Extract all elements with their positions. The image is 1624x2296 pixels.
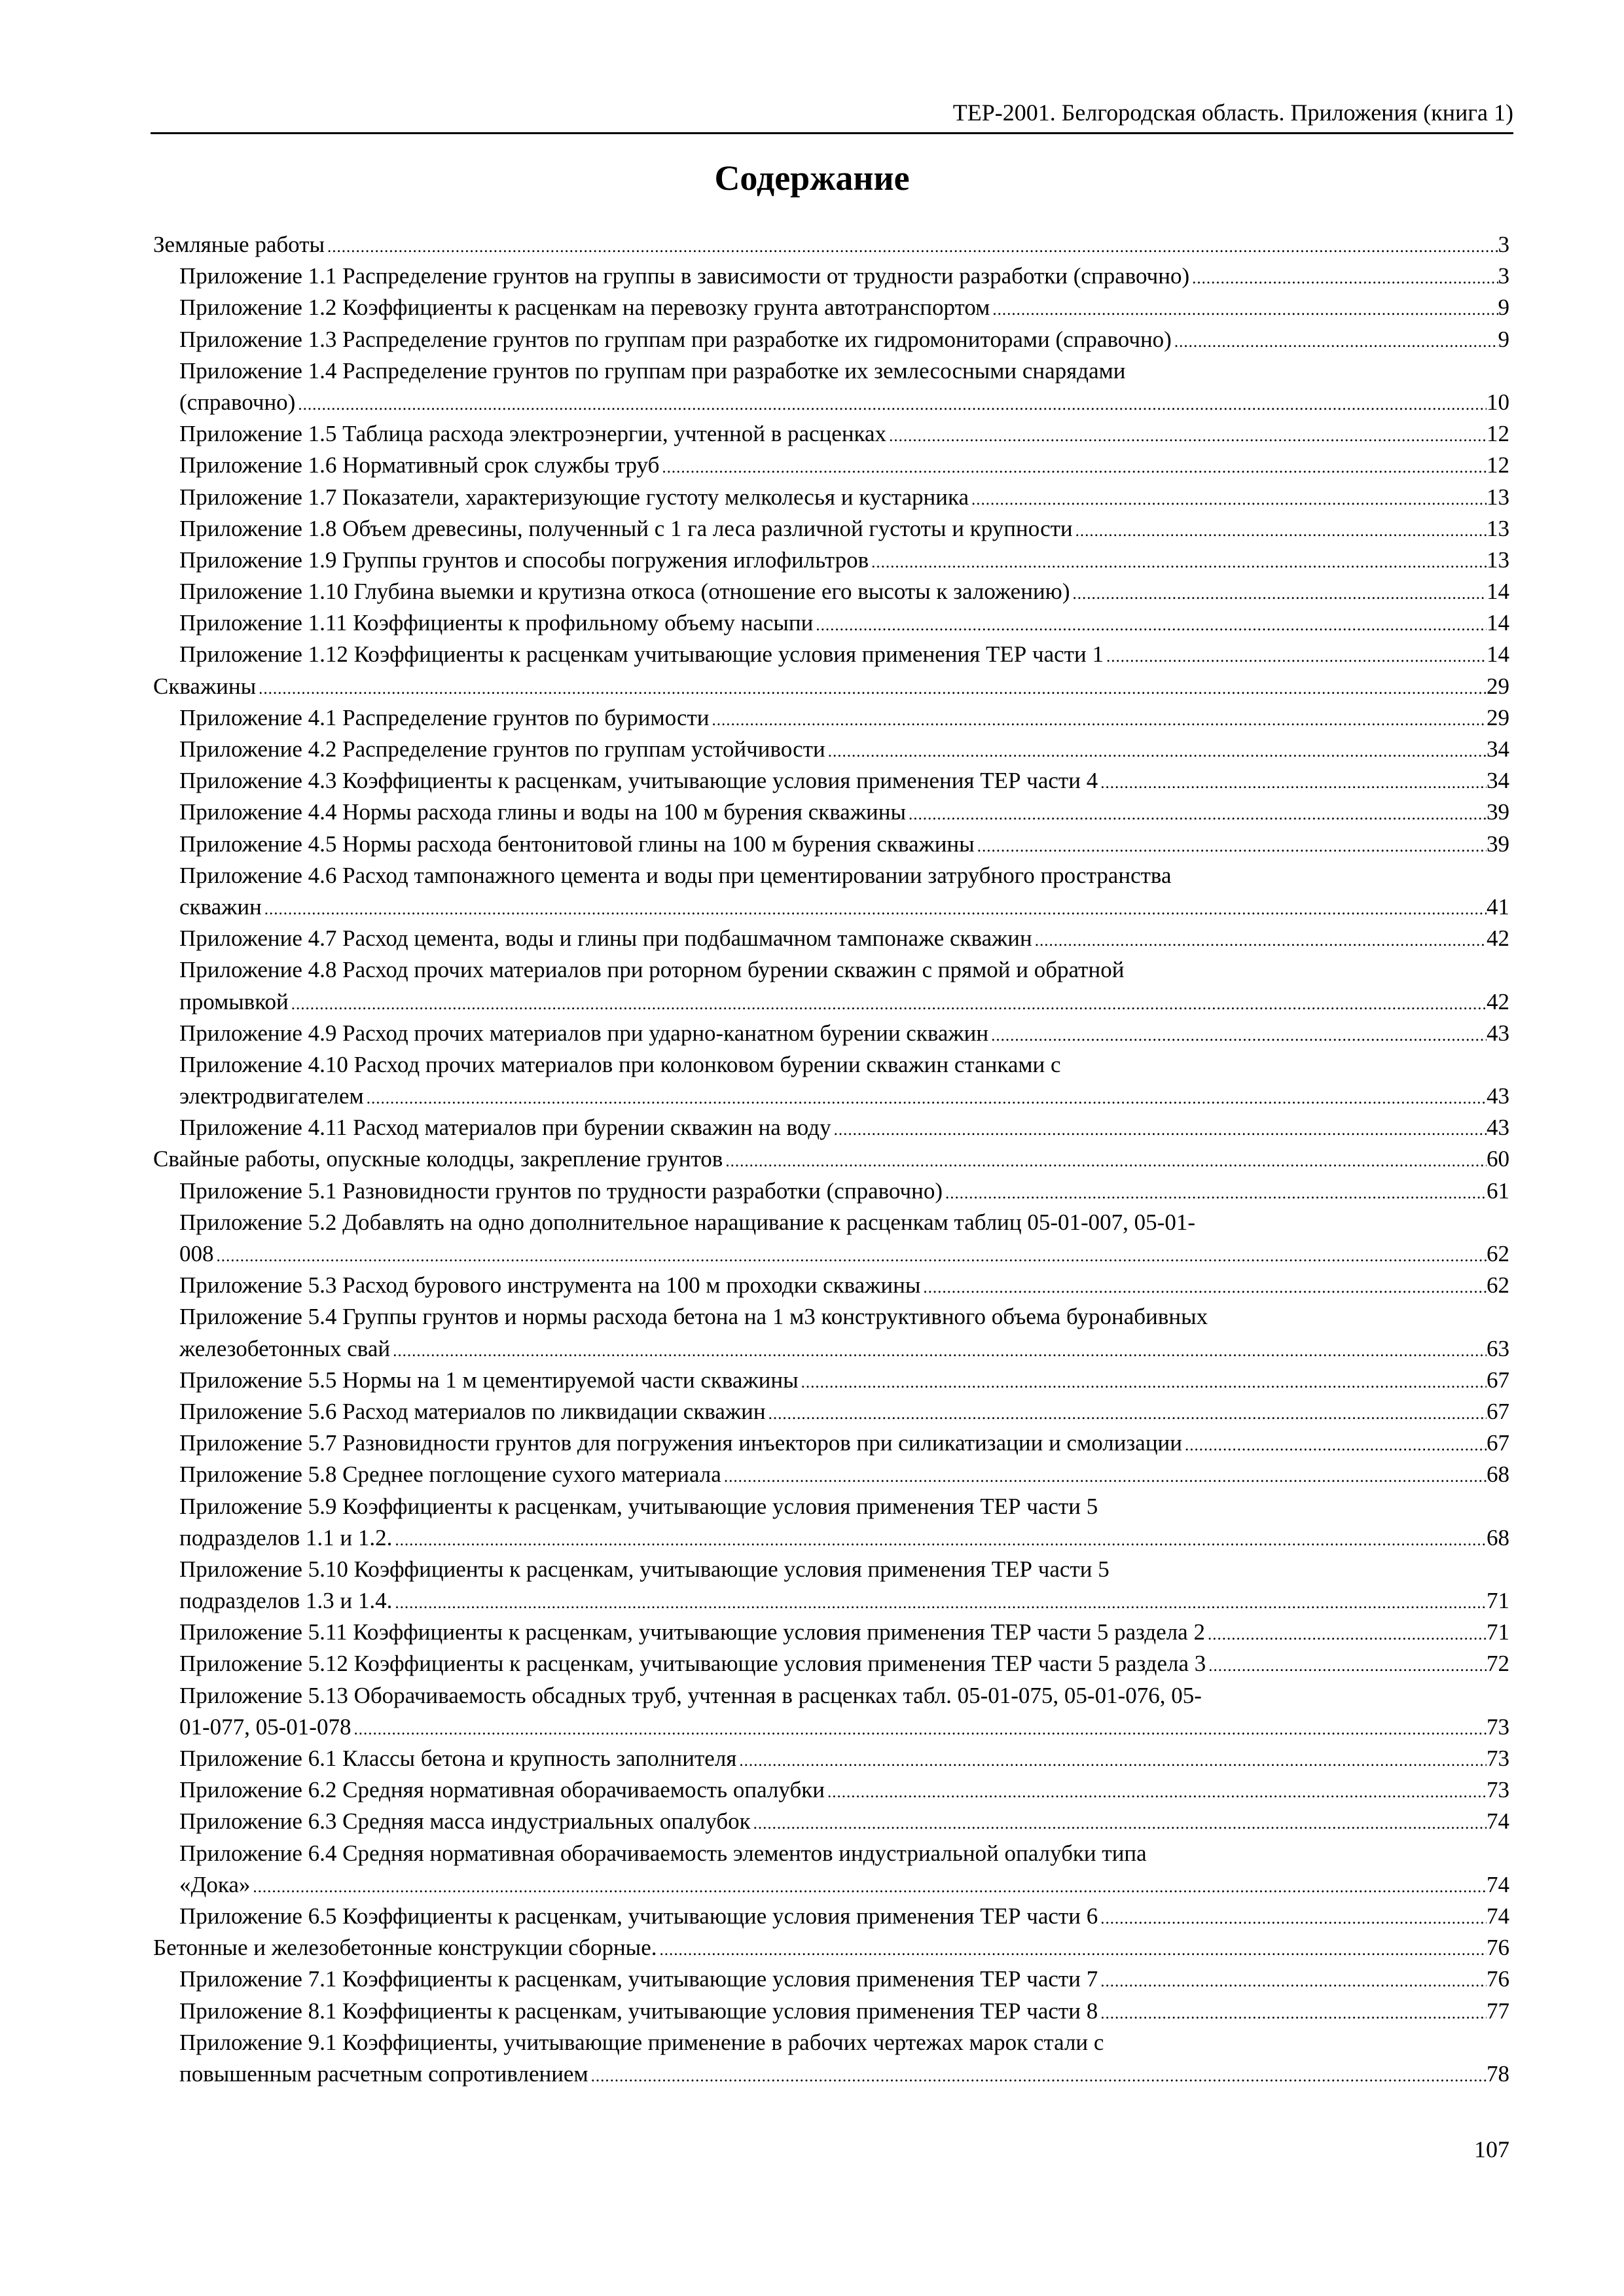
dot-leader	[766, 1399, 1487, 1427]
toc-page-number: 3	[1498, 232, 1509, 257]
toc-entry-line	[179, 1522, 1509, 1554]
toc-entry-title: Приложение 5.1 Разновидности грунтов по трудности разработки (справочно)	[179, 1177, 943, 1204]
dot-leader	[943, 1178, 1487, 1207]
toc-page-number: 13	[1487, 515, 1509, 541]
toc-page-number: 39	[1487, 799, 1509, 825]
dot-leader	[1098, 1998, 1487, 2027]
toc-page-number: 73	[1487, 1746, 1509, 1771]
toc-appendix-entry[interactable]	[153, 765, 1509, 797]
toc-entry-line	[179, 1743, 1509, 1774]
toc-entry-title: подразделов 1.1 и 1.2.	[179, 1524, 393, 1551]
toc-entry-line	[179, 734, 1509, 765]
toc-entry-line	[179, 2027, 1509, 2058]
toc-entry-title: Приложение 5.9 Коэффициенты к расценкам, учитывающие условия применения ТЕР части 5	[179, 1493, 1098, 1519]
toc-appendix-entry[interactable]	[153, 2027, 1509, 2090]
toc-appendix-entry[interactable]	[153, 1459, 1509, 1490]
toc-page-number: 34	[1487, 768, 1509, 794]
toc-page-number: 78	[1487, 2060, 1509, 2087]
toc-entry-title: Приложение 6.1 Классы бетона и крупность заполнителя	[179, 1746, 737, 1771]
page-number: 107	[1474, 2136, 1509, 2162]
toc-entry-title: Приложение 5.8 Среднее поглощение сухого материала	[179, 1462, 721, 1488]
toc-entry-line	[153, 229, 1509, 260]
toc-entry-line	[179, 2058, 1509, 2090]
toc-page-number: 39	[1487, 831, 1509, 857]
toc-appendix-entry[interactable]	[153, 1743, 1509, 1774]
dot-leader	[988, 1020, 1487, 1049]
toc-entry-title: подразделов 1.3 и 1.4.	[179, 1588, 393, 1614]
toc-page-number: 10	[1487, 389, 1509, 415]
toc-entry-title: Скважины	[153, 673, 257, 699]
toc-appendix-entry[interactable]	[153, 1806, 1509, 1837]
toc-entry-line	[179, 1554, 1509, 1585]
toc-appendix-entry[interactable]	[153, 1175, 1509, 1207]
toc-page-number: 71	[1487, 1619, 1509, 1645]
toc-page-number: 9	[1498, 295, 1509, 321]
toc-entry-title: Приложение 5.4 Группы грунтов и нормы расхода бетона на 1 м3 конструктивного объема буронабивных	[179, 1304, 1208, 1330]
toc-entry-line	[179, 1301, 1509, 1333]
toc-appendix-entry[interactable]	[153, 292, 1509, 323]
toc-page-number: 61	[1487, 1177, 1509, 1204]
toc-entry-line	[179, 797, 1509, 828]
toc-entry-line	[179, 260, 1509, 292]
toc-entry-line	[179, 1396, 1509, 1427]
toc-entry-line	[179, 1459, 1509, 1490]
toc-entry-line	[179, 450, 1509, 481]
dot-leader	[710, 705, 1487, 734]
toc-entry-title: Приложение 1.12 Коэффициенты к расценкам учитывающие условия применения ТЕР части 1	[179, 641, 1104, 668]
toc-page-number: 74	[1487, 1808, 1509, 1835]
toc-entry-line	[153, 1932, 1509, 1964]
toc-page-number: 14	[1487, 610, 1509, 636]
toc-entry-title: Приложение 1.6 Нормативный срок службы труб	[179, 452, 660, 478]
toc-appendix-entry[interactable]	[153, 1112, 1509, 1143]
toc-entry-title: Приложение 7.1 Коэффициенты к расценкам, учитывающие условия применения ТЕР части 7	[179, 1966, 1098, 1992]
toc-entry-line	[179, 639, 1509, 670]
toc-page-number: 3	[1498, 263, 1509, 289]
toc-entry-line	[179, 324, 1509, 355]
toc-entry-title: Приложение 4.7 Расход цемента, воды и глины при подбашмачном тампонаже скважин	[179, 925, 1032, 952]
toc-page-number: 62	[1487, 1241, 1509, 1266]
dot-leader	[751, 1808, 1487, 1837]
dot-leader	[295, 389, 1487, 418]
toc-entry-title: Приложение 4.5 Нормы расхода бентонитовой глины на 100 м бурения скважины	[179, 831, 975, 857]
toc-entry-title: Бетонные и железобетонные конструкции сборные.	[153, 1935, 657, 1961]
dot-leader	[1104, 641, 1487, 670]
toc-entry-title: Приложение 4.11 Расход материалов при бурении скважин на воду	[179, 1115, 831, 1141]
toc-appendix-entry[interactable]	[153, 1491, 1509, 1554]
toc-entry-title: Приложение 1.10 Глубина выемки и крутизна откоса (отношение его высоты к заложению)	[179, 579, 1070, 605]
toc-entry-title: Приложение 1.7 Показатели, характеризующие густоту мелколесья и кустарника	[179, 484, 969, 510]
toc-entry-line	[179, 1617, 1509, 1648]
toc-entry-line	[179, 545, 1509, 576]
dot-leader	[825, 736, 1487, 765]
toc-page-number: 42	[1487, 988, 1509, 1014]
toc-appendix-entry[interactable]	[153, 607, 1509, 639]
toc-entry-line	[179, 954, 1509, 986]
toc-entry-line	[179, 355, 1509, 387]
toc-appendix-entry[interactable]	[153, 1774, 1509, 1806]
toc-appendix-entry[interactable]	[153, 1964, 1509, 1995]
toc-entry-title: железобетонных свай	[179, 1335, 391, 1361]
toc-entry-line	[179, 1585, 1509, 1617]
toc-appendix-entry[interactable]	[153, 1207, 1509, 1270]
toc-entry-title: 01-077, 05-01-078	[179, 1713, 352, 1740]
toc-appendix-entry[interactable]	[153, 734, 1509, 765]
toc-entry-title: Приложение 4.6 Расход тампонажного цемента и воды при цементировании затрубного пространства	[179, 862, 1172, 888]
toc-page-number: 63	[1487, 1335, 1509, 1361]
dot-leader	[886, 421, 1487, 450]
toc-entry-title: Приложение 9.1 Коэффициенты, учитывающие применение в рабочих чертежах марок стали с	[179, 2029, 1104, 2055]
dot-leader	[721, 1462, 1487, 1490]
toc-appendix-entry[interactable]	[153, 355, 1509, 418]
dot-leader	[990, 295, 1498, 323]
toc-page-number: 29	[1487, 704, 1509, 730]
toc-entry-title: Приложение 5.3 Расход бурового инструмента на 100 м проходки скважины	[179, 1272, 921, 1299]
toc-page-number: 14	[1487, 579, 1509, 605]
toc-entry-title: Приложение 4.2 Распределение грунтов по группам устойчивости	[179, 736, 825, 762]
toc-entry-line	[179, 1333, 1509, 1365]
dot-leader	[392, 1588, 1487, 1617]
dot-leader	[825, 1777, 1487, 1806]
toc-page-number: 29	[1487, 673, 1509, 699]
dot-leader	[799, 1367, 1487, 1396]
toc-page-number: 67	[1487, 1367, 1509, 1393]
dot-leader	[920, 1272, 1487, 1301]
toc-appendix-entry[interactable]	[153, 1018, 1509, 1049]
toc-appendix-entry[interactable]	[153, 1617, 1509, 1648]
toc-entry-title: Приложение 5.7 Разновидности грунтов для погружения инъекторов при силикатизации и смолизации	[179, 1430, 1183, 1456]
toc-entry-line	[179, 387, 1509, 418]
toc-entry-title: Приложение 6.3 Средняя масса индустриальных опалубок	[179, 1808, 751, 1835]
toc-appendix-entry[interactable]	[153, 1996, 1509, 2027]
toc-appendix-entry[interactable]	[153, 324, 1509, 355]
toc-entry-title: Приложение 4.8 Расход прочих материалов при роторном бурении скважин с прямой и обратной	[179, 957, 1125, 983]
toc-entry-title: Приложение 6.5 Коэффициенты к расценкам, учитывающие условия применения ТЕР части 6	[179, 1903, 1098, 1929]
dot-leader	[1172, 327, 1498, 355]
toc-entry-title: Приложение 5.10 Коэффициенты к расценкам, учитывающие условия применения ТЕР части 5	[179, 1556, 1110, 1582]
dot-leader	[813, 610, 1487, 639]
toc-appendix-entry[interactable]	[153, 418, 1509, 450]
toc-entry-title: Приложение 4.3 Коэффициенты к расценкам, учитывающие условия применения ТЕР части 4	[179, 768, 1098, 794]
toc-appendix-entry[interactable]	[153, 860, 1509, 923]
toc-appendix-entry[interactable]	[153, 1396, 1509, 1427]
toc-page-number: 76	[1487, 1966, 1509, 1992]
toc-entry-line	[179, 482, 1509, 513]
toc-entry-title: Свайные работы, опускные колодцы, закрепление грунтов	[153, 1146, 723, 1172]
toc-appendix-entry[interactable]	[153, 1301, 1509, 1364]
toc-entry-line	[179, 1712, 1509, 1743]
toc-appendix-entry[interactable]	[153, 954, 1509, 1017]
toc-appendix-entry[interactable]	[153, 923, 1509, 954]
toc-section-entry[interactable]	[153, 229, 1509, 260]
toc-entry-title: Приложение 6.4 Средняя нормативная оборачиваемость элементов индустриальной опалубки типа	[179, 1840, 1147, 1866]
dot-leader	[588, 2061, 1487, 2090]
toc-page-number: 34	[1487, 736, 1509, 762]
dot-leader	[1189, 263, 1498, 292]
dot-leader	[1206, 1651, 1487, 1679]
toc-entry-title: Приложение 1.3 Распределение грунтов по группам при разработке их гидромониторами (справочно)	[179, 326, 1172, 352]
toc-appendix-entry[interactable]	[153, 702, 1509, 734]
dot-leader	[214, 1241, 1487, 1270]
toc-entry-line	[179, 1964, 1509, 1995]
toc-entry-line	[179, 1774, 1509, 1806]
toc-entry-line	[179, 1175, 1509, 1207]
toc-entry-line	[179, 765, 1509, 797]
toc-entry-line	[179, 1427, 1509, 1459]
toc-page-number: 13	[1487, 547, 1509, 573]
toc-page-number: 12	[1487, 452, 1509, 478]
toc-appendix-entry[interactable]	[153, 450, 1509, 481]
dot-leader	[262, 894, 1487, 923]
toc-page-number: 43	[1487, 1083, 1509, 1109]
toc-section-entry[interactable]	[153, 671, 1509, 702]
running-header	[151, 96, 1513, 134]
dot-leader	[736, 1746, 1487, 1774]
dot-leader	[1205, 1619, 1487, 1648]
toc-page-number: 77	[1487, 1998, 1509, 2024]
toc-entry-title: Приложение 4.9 Расход прочих материалов при ударно-канатном бурении скважин	[179, 1020, 989, 1046]
toc-entry-title: Приложение 1.11 Коэффициенты к профильному объему насыпи	[179, 610, 814, 636]
toc-page-number: 67	[1487, 1398, 1509, 1424]
toc-appendix-entry[interactable]	[153, 639, 1509, 670]
toc-entry-title: Приложение 5.6 Расход материалов по ликвидации скважин	[179, 1398, 766, 1424]
toc-entry-line	[179, 1049, 1509, 1081]
toc-entry-line	[179, 1901, 1509, 1932]
toc-entry-line	[179, 292, 1509, 323]
toc-entry-title: Приложение 6.2 Средняя нормативная оборачиваемость опалубки	[179, 1777, 825, 1803]
toc-entry-line	[179, 860, 1509, 891]
toc-entry-title: Приложение 1.4 Распределение грунтов по группам при разработке их землесосными снарядами	[179, 357, 1126, 384]
toc-entry-line	[179, 1365, 1509, 1396]
toc-page-number: 43	[1487, 1115, 1509, 1141]
dot-leader	[975, 831, 1487, 860]
dot-leader	[1070, 579, 1487, 607]
toc-appendix-entry[interactable]	[153, 1049, 1509, 1112]
toc-appendix-entry[interactable]	[153, 829, 1509, 860]
toc-entry-line	[179, 1238, 1509, 1270]
toc-entry-title: повышенным расчетным сопротивлением	[179, 2060, 588, 2087]
toc-entry-line	[179, 923, 1509, 954]
dot-leader	[1098, 768, 1487, 797]
toc-appendix-entry[interactable]	[153, 1838, 1509, 1901]
toc-page-number: 74	[1487, 1903, 1509, 1929]
toc-entry-title: 008	[179, 1241, 214, 1266]
toc-entry-title: Приложение 8.1 Коэффициенты к расценкам, учитывающие условия применения ТЕР части 8	[179, 1998, 1098, 2024]
dot-leader	[906, 799, 1487, 828]
toc-entry-line	[179, 986, 1509, 1018]
dot-leader	[364, 1083, 1487, 1112]
toc-page-number: 71	[1487, 1588, 1509, 1614]
toc-page-number: 67	[1487, 1430, 1509, 1456]
toc-appendix-entry[interactable]	[153, 1270, 1509, 1301]
toc-entry-line	[179, 1680, 1509, 1712]
toc-page-number: 73	[1487, 1777, 1509, 1803]
toc-entry-title: электродвигателем	[179, 1083, 364, 1109]
toc-entry-line	[179, 1018, 1509, 1049]
toc-appendix-entry[interactable]	[153, 576, 1509, 607]
toc-entry-line	[179, 1270, 1509, 1301]
toc-entry-title: скважин	[179, 893, 262, 920]
toc-appendix-entry[interactable]	[153, 545, 1509, 576]
toc-entry-title: Приложение 5.11 Коэффициенты к расценкам, учитывающие условия применения ТЕР части 5 раздела 2	[179, 1619, 1205, 1645]
toc-entry-title: Приложение 5.13 Оборачиваемость обсадных труб, учтенная в расценках табл. 05-01-075, 05-01-076, 05-	[179, 1682, 1202, 1708]
dot-leader	[657, 1935, 1487, 1964]
table-of-contents	[153, 229, 1509, 2090]
toc-entry-title: Приложение 4.1 Распределение грунтов по буримости	[179, 704, 710, 730]
dot-leader	[1182, 1430, 1487, 1459]
dot-leader	[325, 232, 1498, 260]
dot-leader	[831, 1115, 1487, 1143]
toc-entry-title: Приложение 1.2 Коэффициенты к расценкам на перевозку грунта автотранспортом	[179, 295, 990, 321]
toc-entry-title: Приложение 5.5 Нормы на 1 м цементируемой части скважины	[179, 1367, 799, 1393]
dot-leader	[869, 547, 1487, 576]
dot-leader	[289, 989, 1487, 1018]
toc-appendix-entry[interactable]	[153, 1680, 1509, 1743]
toc-entry-line	[179, 418, 1509, 450]
toc-entry-line	[179, 1648, 1509, 1679]
dot-leader	[392, 1525, 1487, 1554]
toc-page-number: 42	[1487, 925, 1509, 952]
toc-entry-line	[179, 1996, 1509, 2027]
toc-page-number: 74	[1487, 1871, 1509, 1897]
toc-page-number: 13	[1487, 484, 1509, 510]
toc-entry-line	[179, 1081, 1509, 1112]
toc-page-number: 62	[1487, 1272, 1509, 1299]
toc-appendix-entry[interactable]	[153, 797, 1509, 828]
toc-entry-line	[179, 1806, 1509, 1837]
toc-entry-title: Приложение 4.4 Нормы расхода глины и воды на 100 м бурения скважины	[179, 799, 907, 825]
toc-entry-line	[153, 1143, 1509, 1175]
toc-page-number: 41	[1487, 893, 1509, 920]
toc-entry-line	[179, 1207, 1509, 1238]
toc-entry-title: Приложение 1.8 Объем древесины, полученный с 1 га леса различной густоты и крупности	[179, 515, 1073, 541]
toc-entry-title: Земляные работы	[153, 232, 325, 257]
toc-page-number: 14	[1487, 641, 1509, 668]
toc-entry-title: Приложение 5.12 Коэффициенты к расценкам, учитывающие условия применения ТЕР части 5 раздела 3	[179, 1651, 1206, 1677]
dot-leader	[351, 1714, 1487, 1743]
dot-leader	[250, 1872, 1487, 1901]
toc-entry-line	[179, 576, 1509, 607]
dot-leader	[723, 1146, 1487, 1175]
toc-entry-line	[179, 1869, 1509, 1901]
toc-section-entry[interactable]	[153, 1932, 1509, 1964]
toc-entry-line	[179, 829, 1509, 860]
toc-page-number: 12	[1487, 421, 1509, 447]
dot-leader	[390, 1336, 1487, 1365]
toc-entry-title: Приложение 5.2 Добавлять на одно дополнительное наращивание к расценкам таблиц 05-01-007, 05-01-	[179, 1209, 1195, 1235]
toc-entry-line	[179, 1112, 1509, 1143]
toc-entry-line	[179, 1838, 1509, 1869]
toc-appendix-entry[interactable]	[153, 482, 1509, 513]
dot-leader	[256, 673, 1487, 702]
dot-leader	[969, 484, 1487, 513]
toc-entry-title: промывкой	[179, 988, 289, 1014]
toc-entry-title: Приложение 1.1 Распределение грунтов на группы в зависимости от трудности разработки (справочно)	[179, 263, 1190, 289]
toc-entry-title: «Дока»	[179, 1871, 251, 1897]
toc-entry-title: Приложение 1.9 Группы грунтов и способы погружения иглофильтров	[179, 547, 869, 573]
dot-leader	[1032, 925, 1487, 954]
toc-entry-line	[179, 513, 1509, 545]
toc-appendix-entry[interactable]	[153, 260, 1509, 292]
toc-appendix-entry[interactable]	[153, 1427, 1509, 1459]
toc-page-number: 68	[1487, 1462, 1509, 1488]
toc-page-number: 43	[1487, 1020, 1509, 1046]
toc-page-number: 9	[1498, 326, 1509, 352]
dot-leader	[1098, 1903, 1487, 1932]
toc-entry-line	[153, 671, 1509, 702]
toc-appendix-entry[interactable]	[153, 1901, 1509, 1932]
toc-appendix-entry[interactable]	[153, 1648, 1509, 1679]
page-title: Содержание	[714, 158, 910, 198]
toc-appendix-entry[interactable]	[153, 1365, 1509, 1396]
toc-entry-line	[179, 1491, 1509, 1522]
toc-entry-title: Приложение 1.5 Таблица расхода электроэнергии, учтенной в расценках	[179, 421, 887, 447]
toc-entry-title: (справочно)	[179, 389, 296, 415]
toc-appendix-entry[interactable]	[153, 513, 1509, 545]
toc-entry-line	[179, 607, 1509, 639]
dot-leader	[1098, 1966, 1487, 1995]
toc-section-entry[interactable]	[153, 1143, 1509, 1175]
dot-leader	[1073, 516, 1487, 545]
toc-page-number: 60	[1487, 1146, 1509, 1172]
toc-entry-line	[179, 891, 1509, 923]
toc-page-number: 68	[1487, 1524, 1509, 1551]
dot-leader	[659, 452, 1487, 481]
toc-appendix-entry[interactable]	[153, 1554, 1509, 1617]
running-title: ТЕР-2001. Белгородская область. Приложения (книга 1)	[952, 99, 1513, 126]
toc-entry-title: Приложение 4.10 Расход прочих материалов при колонковом бурении скважин станками с	[179, 1051, 1061, 1077]
toc-entry-line	[179, 702, 1509, 734]
toc-page-number: 76	[1487, 1935, 1509, 1961]
toc-page-number: 72	[1487, 1651, 1509, 1677]
toc-page-number: 73	[1487, 1713, 1509, 1740]
